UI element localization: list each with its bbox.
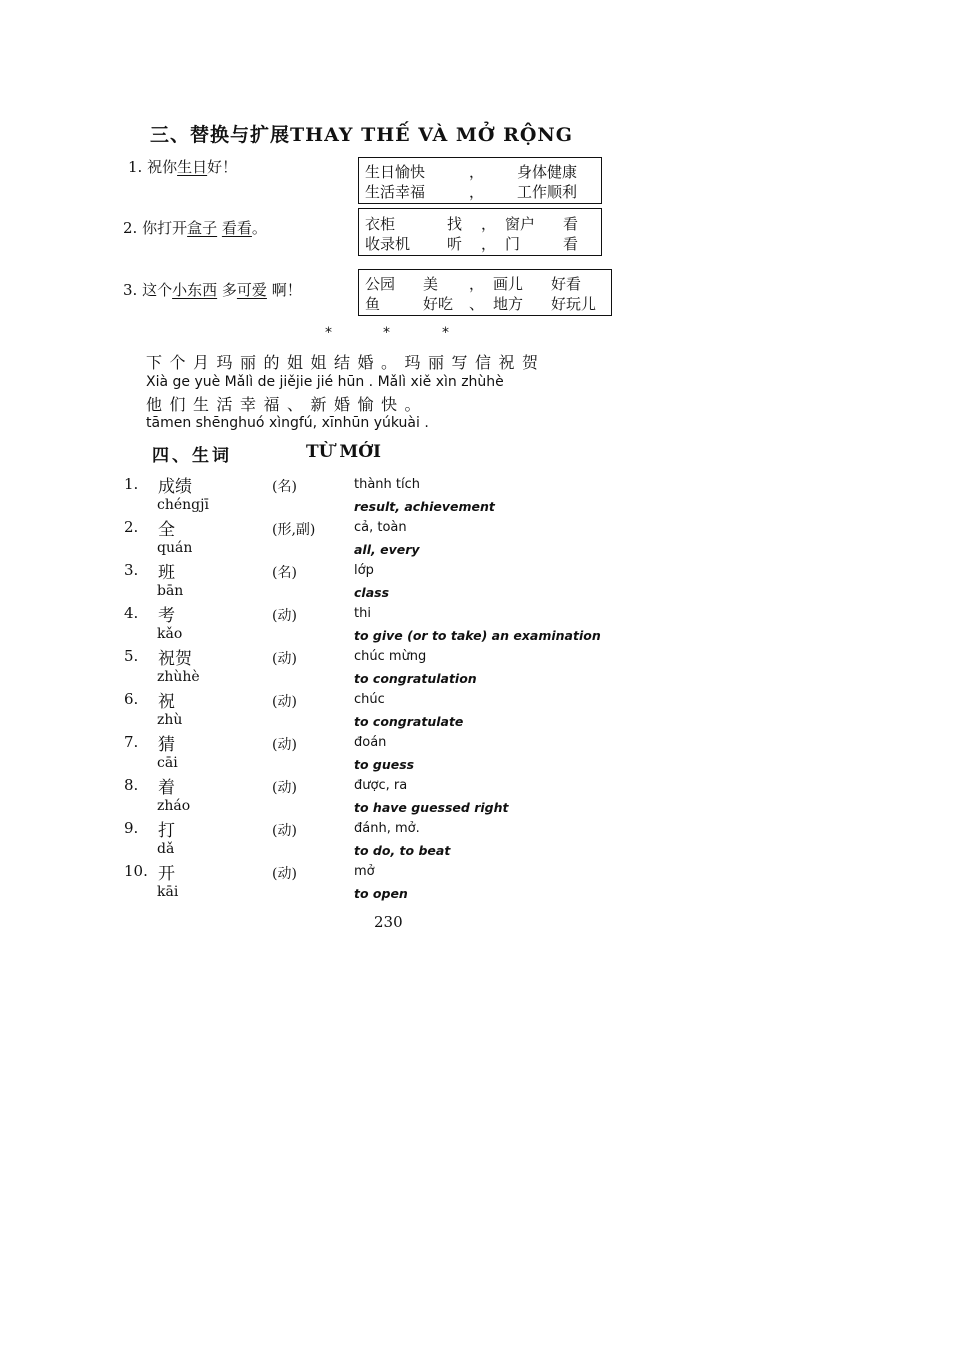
vocab-english: to guess	[354, 757, 415, 772]
exercise-3-sentence	[123, 279, 302, 300]
substitution-box-2	[358, 208, 602, 256]
vocab-number: 5.	[124, 647, 139, 665]
substitution-row	[365, 213, 595, 233]
underlined-phrase: 看看	[221, 219, 252, 237]
substitution-word: 窗户	[505, 215, 536, 233]
exercise-number: 3.	[123, 281, 138, 299]
vocab-pinyin: zhù	[157, 712, 183, 728]
vocab-number: 3.	[124, 561, 139, 579]
vocab-number: 6.	[124, 690, 139, 708]
substitution-word: 衣柜	[365, 215, 396, 233]
vocab-hanzi: 开	[158, 864, 175, 884]
vocab-vietnamese: thành tích	[354, 477, 421, 492]
vocab-vietnamese: mở	[354, 864, 375, 879]
vocab-pinyin: dǎ	[157, 841, 175, 857]
substitution-word: 好看	[551, 275, 582, 293]
vocab-vietnamese: thi	[354, 606, 371, 621]
sentence-prefix: 祝你	[147, 158, 178, 176]
substitution-word: 看	[563, 215, 579, 233]
vocab-number: 7.	[124, 733, 139, 751]
vocab-part-of-speech: (动)	[272, 866, 297, 882]
exercise-number: 1.	[128, 158, 143, 176]
vocab-vietnamese: được, ra	[354, 778, 408, 793]
substitution-word: 地方	[493, 295, 524, 313]
vocab-number: 9.	[124, 819, 139, 837]
vocab-number: 8.	[124, 776, 139, 794]
vocab-hanzi: 着	[158, 778, 175, 798]
vocab-pinyin: kǎo	[157, 626, 183, 642]
vocab-part-of-speech: (动)	[272, 694, 297, 710]
separator-comma: ，	[469, 163, 485, 181]
vocab-english: to have guessed right	[354, 800, 509, 815]
vocab-pinyin: quán	[157, 540, 193, 556]
substitution-word: 鱼	[365, 295, 381, 313]
substitution-row	[365, 233, 595, 253]
exercise-1-sentence	[128, 156, 237, 177]
vocab-part-of-speech: (形,副)	[272, 522, 316, 538]
substitution-word: 收录机	[365, 235, 411, 253]
vocab-english: to congratulate	[354, 714, 464, 729]
substitution-word: 门	[505, 235, 521, 253]
separator-comma: ，	[481, 215, 497, 233]
substitution-box-1	[358, 157, 602, 204]
star-mark: *	[325, 325, 332, 341]
vocab-english: to do, to beat	[354, 843, 451, 858]
vocab-english: class	[354, 585, 390, 600]
substitution-word: 看	[563, 235, 579, 253]
substitution-word: 公园	[365, 275, 396, 293]
vocab-vietnamese: đánh, mở.	[354, 821, 420, 836]
substitution-row	[365, 293, 605, 313]
sentence-prefix: 你打开	[142, 219, 188, 237]
substitution-word: 身体健康	[517, 163, 578, 181]
vocab-hanzi: 全	[158, 520, 175, 540]
separator-comma: ，	[481, 235, 497, 253]
section-title-substitution: 三、替换与扩展THAY THẾ VÀ MỞ RỘNG	[150, 124, 574, 146]
underlined-phrase: 可爱	[236, 281, 267, 299]
vocab-part-of-speech: (名)	[272, 479, 297, 495]
vocab-pinyin: zháo	[157, 798, 191, 814]
separator-comma: 、	[469, 295, 485, 313]
substitution-word: 工作顺利	[517, 183, 578, 201]
sentence-middle: 多	[217, 281, 237, 299]
substitution-word: 好吃	[423, 295, 454, 313]
substitution-row	[365, 273, 605, 293]
vocab-vietnamese: chúc mừng	[354, 649, 427, 664]
vocab-pinyin: cāi	[157, 755, 178, 771]
star-mark: *	[383, 325, 390, 341]
vocab-vietnamese: lớp	[354, 563, 374, 578]
sentence-suffix: 啊！	[266, 281, 302, 299]
vocab-part-of-speech: (动)	[272, 651, 297, 667]
vocab-part-of-speech: (动)	[272, 737, 297, 753]
vocab-pinyin: zhùhè	[157, 669, 200, 685]
substitution-word: 画儿	[493, 275, 524, 293]
star-mark: *	[442, 325, 449, 341]
vocab-english: to congratulation	[354, 671, 477, 686]
vocab-number: 1.	[124, 475, 139, 493]
sentence-suffix: 好！	[207, 158, 238, 176]
vocab-number: 10.	[124, 862, 148, 880]
substitution-word: 好玩儿	[551, 295, 597, 313]
substitution-word: 美	[423, 275, 439, 293]
vocab-vietnamese: đoán	[354, 735, 387, 750]
vocab-hanzi: 猜	[158, 735, 175, 755]
substitution-word: 听	[447, 235, 463, 253]
page-number: 230	[374, 913, 403, 931]
substitution-box-3	[358, 269, 612, 316]
vocab-hanzi: 考	[158, 606, 175, 626]
sentence-prefix: 这个	[142, 281, 173, 299]
sentence-suffix: 。	[251, 219, 267, 237]
vocab-pinyin: kāi	[157, 884, 179, 900]
vocab-number: 2.	[124, 518, 139, 536]
exercise-number: 2.	[123, 219, 138, 237]
vocab-number: 4.	[124, 604, 139, 622]
vocab-part-of-speech: (名)	[272, 565, 297, 581]
substitution-word: 生日愉快	[365, 163, 426, 181]
vocab-english: to give (or to take) an examination	[354, 628, 601, 643]
vocab-hanzi: 成绩	[158, 477, 192, 497]
vocab-english: result, achievement	[354, 499, 495, 514]
substitution-word: 生活幸福	[365, 183, 426, 201]
separator-comma: ，	[469, 275, 485, 293]
substitution-word: 找	[447, 215, 463, 233]
vocab-vietnamese: chúc	[354, 692, 385, 707]
vocab-hanzi: 祝贺	[158, 649, 192, 669]
underlined-phrase: 小东西	[172, 281, 218, 299]
vocab-pinyin: chéngjī	[157, 497, 209, 513]
vocab-hanzi: 班	[158, 563, 175, 583]
vocab-part-of-speech: (动)	[272, 608, 297, 624]
vocab-english: all, every	[354, 542, 420, 557]
underlined-phrase: 盒子	[187, 219, 218, 237]
vocab-part-of-speech: (动)	[272, 780, 297, 796]
separator-comma: ，	[469, 183, 485, 201]
passage-pinyin-line-2: tāmen shēnghuó xìngfú, xīnhūn yúkuài .	[146, 415, 429, 431]
exercise-2-sentence	[123, 217, 267, 238]
section-title-vocabulary-cn: 四、生词	[152, 446, 232, 466]
vocab-pinyin: bān	[157, 583, 184, 599]
substitution-row	[365, 181, 595, 201]
passage-pinyin-line-1: Xià ge yuè Mǎlì de jiějie jié hūn . Mǎlì xiě xìn zhùhè	[146, 374, 504, 390]
passage-chinese-line-2: 他们生活幸福、新婚愉快。	[146, 395, 429, 414]
passage-chinese-line-1: 下个月玛丽的姐姐结婚。玛丽写信祝贺	[146, 353, 546, 372]
vocab-hanzi: 祝	[158, 692, 175, 712]
vocab-english: to open	[354, 886, 408, 901]
substitution-row	[365, 161, 595, 181]
vocab-vietnamese: cả, toàn	[354, 520, 407, 535]
underlined-phrase: 生日	[177, 158, 208, 176]
section-title-vocabulary-vi: TỪ MỚI	[306, 442, 381, 462]
vocab-part-of-speech: (动)	[272, 823, 297, 839]
vocab-hanzi: 打	[158, 821, 175, 841]
